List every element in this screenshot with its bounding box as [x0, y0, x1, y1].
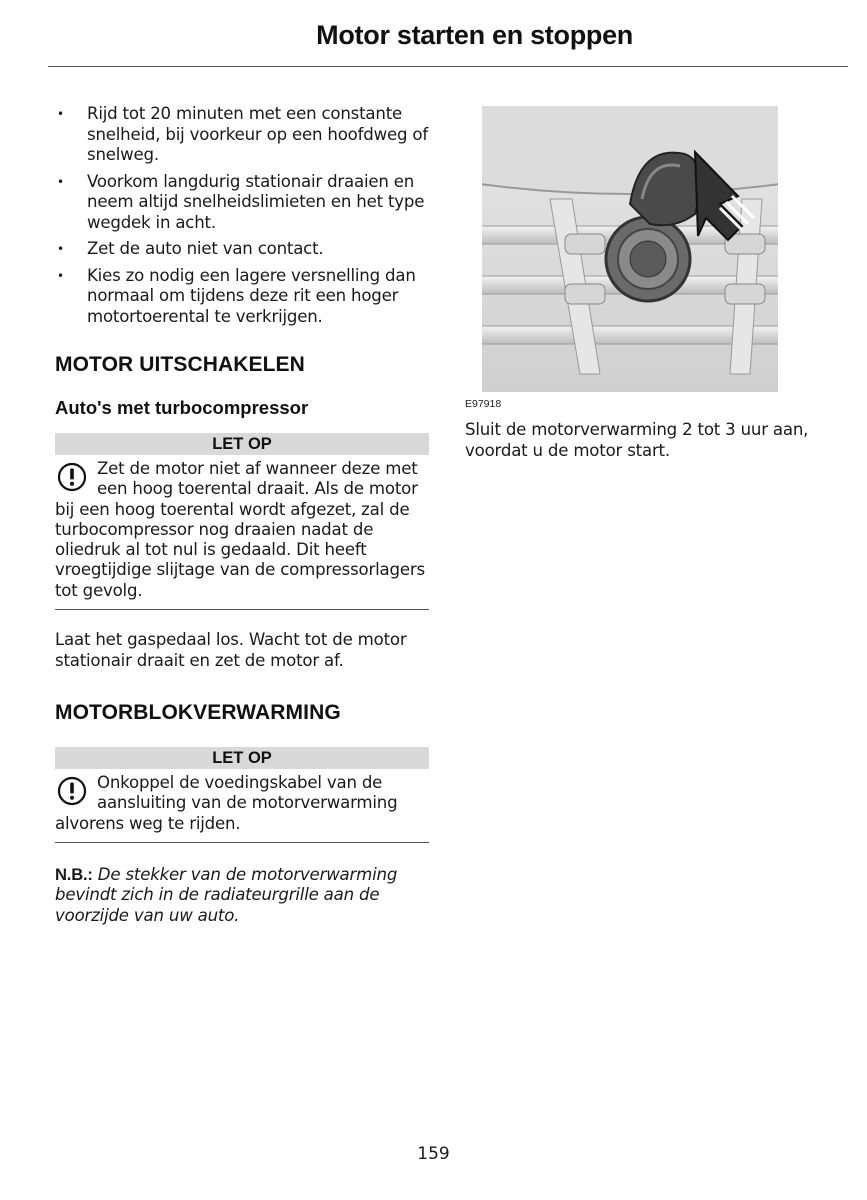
note-label: N.B.: [55, 864, 93, 884]
warning-exclamation-icon [57, 462, 87, 492]
list-item: • Rijd tot 20 minuten met een constante snelheid, bij voorkeur op een hoofdweg of snelweg. [57, 104, 428, 164]
right-paragraph: Sluit de motorverwarming 2 tot 3 uur aan, voordat u de motor start. [465, 420, 809, 460]
grille-plug-illustration [480, 104, 780, 394]
subsection-heading-turbo: Auto's met turbocompressor [55, 397, 309, 418]
page-title: Motor starten en stoppen [316, 20, 633, 50]
list-item: • Voorkom langdurig stationair draaien en neem altijd snelheidslimieten en het type wegdek in acht. [57, 171, 425, 232]
note-text: De stekker van de motorverwarming bevindt zich in de radiateurgrille aan de voorzijde van uw auto. [55, 864, 398, 925]
list-item: • Zet de auto niet van contact. [57, 239, 324, 258]
body-paragraph: Laat het gaspedaal los. Wacht tot de motor stationair draait en zet de motor af. [55, 630, 407, 670]
bullet-icon: • [57, 174, 64, 189]
warning-box [55, 773, 429, 843]
bullet-icon: • [57, 242, 64, 256]
bullet-icon: • [57, 268, 64, 283]
left-column [55, 104, 429, 926]
warning-text: Onkoppel de voedingskabel van de aansluiting van de motorverwarming alvorens weg te rijden. [55, 773, 398, 833]
figure-id: E97918 [465, 398, 502, 410]
warning-text: Zet de motor niet af wanneer deze met een hoog toerental draait. Als de motor bij een hoog toerental wordt afgezet, zal de turbocompressor nog draaien nadat de oliedruk al tot nul is gedaald. Dit heeft vroegtijdige slijtage van de compressorlagers tot gevolg. [55, 459, 425, 600]
warning-box [55, 459, 429, 610]
list-item: • Kies zo nodig een lagere versnelling dan normaal om tijdens deze rit een hoger motortoerental te verkrijgen. [57, 265, 416, 326]
section-heading-motor-uitschakelen: MOTOR UITSCHAKELEN [55, 353, 305, 376]
note-paragraph [55, 865, 429, 927]
bullet-list [55, 104, 429, 327]
warning-label-bar: LET OP [55, 433, 429, 455]
warning-label-bar: LET OP [55, 747, 429, 769]
illustration-engine-heater-plug [480, 104, 780, 394]
warning-exclamation-icon [57, 776, 87, 806]
page-number: 159 [417, 1144, 450, 1164]
bullet-icon: • [57, 107, 64, 121]
header-rule [48, 66, 848, 67]
right-column [465, 104, 845, 461]
section-heading-motorblokverwarming: MOTORBLOKVERWARMING [55, 701, 341, 725]
